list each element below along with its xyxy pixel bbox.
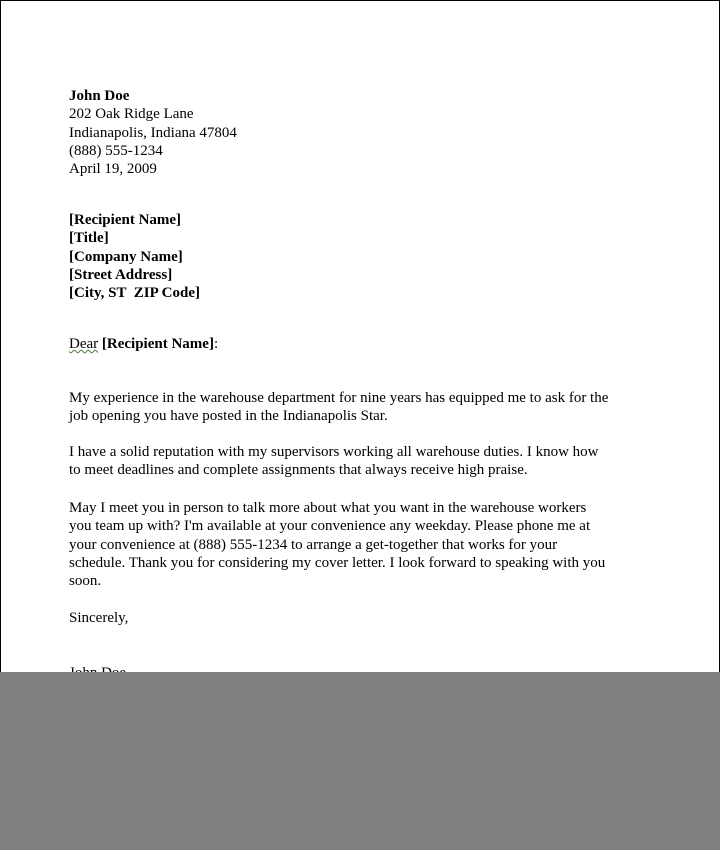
paragraph-line: your convenience at (888) 555-1234 to arrange a get-together that works for your xyxy=(69,536,558,553)
recipient-company: [Company Name] xyxy=(69,248,183,265)
page-background-gray xyxy=(0,672,720,850)
recipient-title: [Title] xyxy=(69,230,109,247)
paragraph-line: schedule. Thank you for considering my cover letter. I look forward to speaking with you xyxy=(69,554,606,571)
paragraph-line: May I meet you in person to talk more about what you want in the warehouse workers xyxy=(69,500,587,516)
sender-street: 202 Oak Ridge Lane xyxy=(69,106,194,123)
paragraph-line: you team up with? I'm available at your convenience any weekday. Please phone me at xyxy=(69,518,591,535)
salutation-recipient-name: [Recipient Name] xyxy=(101,336,214,352)
salutation xyxy=(69,335,218,353)
letter-date: April 19, 2009 xyxy=(69,161,157,178)
recipient-block xyxy=(69,211,200,302)
paragraph-line: I have a solid reputation with my supervisors working all warehouse duties. I know how xyxy=(69,444,599,460)
sender-block xyxy=(69,87,237,178)
paragraph-line: job opening you have posted in the Indianapolis Star. xyxy=(69,408,388,425)
body-paragraph-3 xyxy=(69,499,605,590)
paragraph-line: to meet deadlines and complete assignments that always receive high praise. xyxy=(69,462,528,479)
salutation-dear: Dear xyxy=(69,336,99,352)
recipient-street: [Street Address] xyxy=(69,266,173,283)
sender-phone: (888) 555-1234 xyxy=(69,142,163,159)
sender-name: John Doe xyxy=(69,88,130,104)
sender-city-state-zip: Indianapolis, Indiana 47804 xyxy=(69,124,237,141)
body-paragraph-2 xyxy=(69,443,598,480)
body-paragraph-1 xyxy=(69,389,608,426)
salutation-colon: : xyxy=(213,336,219,352)
paragraph-line: soon. xyxy=(69,573,102,590)
recipient-name: [Recipient Name] xyxy=(69,212,182,228)
recipient-city-state-zip: [City, ST ZIP Code] xyxy=(69,285,200,302)
paragraph-line: My experience in the warehouse department for nine years has equipped me to ask for the xyxy=(69,390,609,406)
closing: Sincerely, xyxy=(69,610,129,626)
